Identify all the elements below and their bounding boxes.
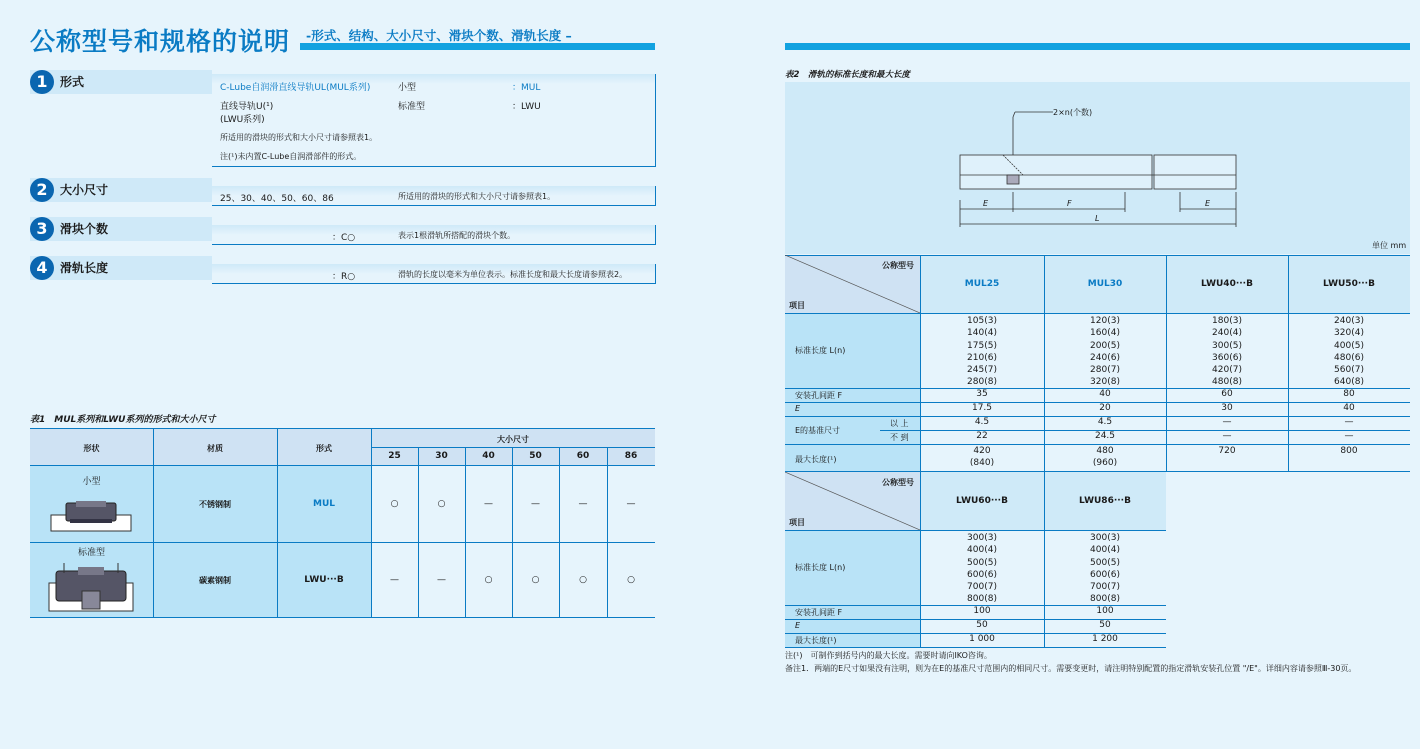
section-label-form: 形式 xyxy=(60,75,85,89)
table2-note-2: 备注1．两端的E尺寸如果没有注明，则为在E的基准尺寸范围内的相同尺寸。需要变更时，请注明特别配置的指定滑轨安装孔位置 "/E"。详细内容请参照Ⅲ-30页。 xyxy=(785,664,1357,673)
label-max: 最大长度(¹) xyxy=(795,455,837,464)
table2-unit: 单位 mm xyxy=(1372,241,1407,250)
max-lwu40: 720 xyxy=(1218,446,1236,456)
table2-group2 xyxy=(785,472,1166,648)
table1-size-col: 40 xyxy=(482,451,495,461)
label-above: 以 上 xyxy=(890,419,909,428)
model-lwu40: LWU40···B xyxy=(1201,279,1253,289)
page-subtitle: -形式、结构、大小尺寸、滑块个数、滑轨长度 – xyxy=(306,28,572,43)
max-mul30: 480 xyxy=(1096,446,1114,456)
std-length-lwu86: 300(3) 400(4) 500(5) 600(6) 700(7) 800(8) xyxy=(1090,533,1120,605)
header-bar-right xyxy=(785,43,1410,50)
section-label-size: 大小尺寸 xyxy=(60,183,109,197)
below-lwu50: — xyxy=(1344,431,1354,441)
form-note-1: 所适用的滑块的形式和大小尺寸请参照表1。 xyxy=(220,133,378,142)
std-length-mul30: 120(3) 160(4) 200(5) 240(6) 280(7) 320(8) xyxy=(1090,316,1120,388)
table2-corner-model: 公称型号 xyxy=(882,261,914,270)
label-e-ref: E的基准尺寸 xyxy=(795,426,841,435)
table1-header-material: 材质 xyxy=(207,444,223,453)
section-label-slider-count: 滑块个数 xyxy=(60,222,109,236)
form-lwu-desc: 直线导轨U(¹) xyxy=(220,102,274,112)
std-length-lwu60: 300(3) 400(4) 500(5) 600(6) 700(7) 800(8) xyxy=(967,533,997,605)
section-number-3: 3 xyxy=(30,217,54,241)
table1-row1-mark: ○ xyxy=(437,499,446,509)
section-number-4: 4 xyxy=(30,256,54,280)
section-rail-length xyxy=(30,256,212,280)
e-lwu60: 50 xyxy=(976,620,988,630)
table2-group1 xyxy=(785,255,1410,472)
table1-size-col: 60 xyxy=(576,451,590,461)
pitch-lwu60: 100 xyxy=(973,606,991,616)
e-mul25: 17.5 xyxy=(971,403,993,413)
table1-row1-mark: — xyxy=(578,499,588,509)
table1-row2-mark: — xyxy=(437,575,446,585)
model-mul25: MUL25 xyxy=(964,279,1000,289)
section-number-1: 1 xyxy=(30,70,54,94)
label-below: 不 到 xyxy=(890,433,909,442)
table1-caption: 表1 MUL系列和LWU系列的形式和大小尺寸 xyxy=(30,415,216,425)
form-lwu-series: (LWU系列) xyxy=(220,115,265,125)
max-mul25: 420 xyxy=(973,446,991,456)
form-mul-desc: C-Lube自润滑直线导轨UL(MUL系列) xyxy=(220,83,371,93)
section-size-content xyxy=(212,186,656,206)
size-values: 25、30、40、50、60、86 xyxy=(220,194,334,204)
below-mul25: 22 xyxy=(976,431,988,441)
table1-header-size: 大小尺寸 xyxy=(497,435,529,444)
std-length-lwu40: 180(3) 240(4) 300(5) 360(6) 420(7) 480(8) xyxy=(1212,316,1242,388)
table2-corner-model-2: 公称型号 xyxy=(882,478,914,487)
small-rail-illustration xyxy=(50,495,132,533)
diagram-f: F xyxy=(1067,199,1072,208)
table2-corner-item: 项目 xyxy=(789,301,805,310)
diagram-e-left: E xyxy=(983,199,989,208)
e-lwu40: 30 xyxy=(1221,403,1233,413)
below-mul30: 24.5 xyxy=(1094,431,1116,441)
rail-drawing xyxy=(785,82,1410,254)
above-lwu50: — xyxy=(1344,417,1354,427)
table1-row1-mark: ○ xyxy=(390,499,399,509)
below-lwu40: — xyxy=(1222,431,1232,441)
section-form xyxy=(30,70,212,94)
table1-row1-mark: — xyxy=(626,499,636,509)
table1-row2-mark: ○ xyxy=(531,575,540,585)
max-lwu60: 1 000 xyxy=(969,634,995,644)
above-mul30: 4.5 xyxy=(1097,417,1113,427)
pitch-lwu86: 100 xyxy=(1096,606,1114,616)
label-std-length-2: 标准长度 L(n) xyxy=(795,563,846,572)
model-lwu50: LWU50···B xyxy=(1323,279,1375,289)
form-lwu-type: 标准型 xyxy=(398,102,426,112)
section-rail-length-content xyxy=(212,264,656,284)
max-mul30-ext: (960) xyxy=(1092,458,1118,468)
form-lwu-code: ：LWU xyxy=(512,102,541,112)
std-length-lwu50: 240(3) 320(4) 400(5) 480(6) 560(7) 640(8) xyxy=(1334,316,1364,388)
std-length-mul25: 105(3) 140(4) 175(5) 210(6) 245(7) 280(8) xyxy=(967,316,997,388)
rail-diagram xyxy=(785,82,1410,254)
table1-row2-mark: — xyxy=(390,575,399,585)
table1-row2-shape: 标准型 xyxy=(77,548,105,558)
section-number-2: 2 xyxy=(30,178,54,202)
pitch-lwu40: 60 xyxy=(1221,389,1233,399)
diagram-holes-label: 2×n(个数) xyxy=(1053,108,1093,117)
diagram-e-right: E xyxy=(1205,199,1211,208)
pitch-lwu50: 80 xyxy=(1343,389,1355,399)
max-mul25-ext: (840) xyxy=(969,458,995,468)
above-lwu40: — xyxy=(1222,417,1232,427)
table1-size-col: 25 xyxy=(388,451,401,461)
slider-count-code: ：C○ xyxy=(332,233,356,243)
table1-row2-form: LWU···B xyxy=(304,575,344,585)
table1-row2-mark: ○ xyxy=(627,575,635,585)
table1-header-shape: 形状 xyxy=(83,444,100,453)
model-lwu86: LWU86···B xyxy=(1079,496,1131,506)
table1-row2-mark: ○ xyxy=(484,575,493,585)
e-mul30: 20 xyxy=(1099,403,1111,413)
section-slider-count xyxy=(30,217,212,241)
pitch-mul30: 40 xyxy=(1099,389,1111,399)
table1 xyxy=(30,428,655,618)
label-max-2: 最大长度(¹) xyxy=(795,636,837,645)
form-mul-type: 小型 xyxy=(398,83,417,93)
form-note-2: 注(¹)未内置C-Lube自润滑部件的形式。 xyxy=(220,152,362,161)
e-lwu86: 50 xyxy=(1099,620,1111,630)
table1-row2-material: 碳素钢制 xyxy=(199,576,231,585)
section-size xyxy=(30,178,212,202)
standard-rail-illustration xyxy=(48,561,134,613)
table1-row2-mark: ○ xyxy=(579,575,587,585)
header-bar-left xyxy=(300,43,655,50)
label-pitch-2: 安装孔间距 F xyxy=(795,608,843,617)
max-lwu86: 1 200 xyxy=(1092,634,1118,644)
table1-row1-mark: — xyxy=(484,499,493,509)
form-mul-code: ：MUL xyxy=(512,83,541,93)
label-pitch: 安装孔间距 F xyxy=(795,391,843,400)
table1-header-form: 形式 xyxy=(316,444,332,453)
section-label-rail-length: 滑轨长度 xyxy=(60,261,109,275)
size-note: 所适用的滑块的形式和大小尺寸请参照表1。 xyxy=(398,192,556,201)
table1-row1-material: 不锈钢制 xyxy=(199,500,231,509)
label-e: E xyxy=(795,404,801,413)
diagram-l: L xyxy=(1095,214,1100,223)
rail-length-note: 滑轨的长度以毫米为单位表示。标准长度和最大长度请参照表2。 xyxy=(398,270,628,279)
section-slider-count-content xyxy=(212,225,656,245)
table2-note-1: 注(¹) 可制作到括号内的最大长度。需要时请向IKO咨询。 xyxy=(785,651,992,660)
label-std-length: 标准长度 L(n) xyxy=(795,346,846,355)
table1-size-col: 30 xyxy=(435,451,448,461)
model-mul30: MUL30 xyxy=(1087,279,1123,289)
above-mul25: 4.5 xyxy=(974,417,990,427)
e-lwu50: 40 xyxy=(1343,403,1355,413)
table1-row1-shape: 小型 xyxy=(82,477,101,487)
page-title: 公称型号和规格的说明 xyxy=(30,27,291,56)
section-form-content xyxy=(212,74,656,167)
table1-row1-form: MUL xyxy=(313,499,335,509)
table1-size-col: 86 xyxy=(624,451,638,461)
model-lwu60: LWU60···B xyxy=(956,496,1008,506)
table1-size-col: 50 xyxy=(529,451,542,461)
table1-row1-mark: — xyxy=(531,499,540,509)
rail-length-code: ：R○ xyxy=(332,272,356,282)
max-lwu50: 800 xyxy=(1340,446,1358,456)
label-e-2: E xyxy=(795,621,801,630)
slider-count-note: 表示1根滑轨所搭配的滑块个数。 xyxy=(398,231,516,240)
table2-corner-item-2: 项目 xyxy=(789,518,805,527)
table2-caption: 表2 滑轨的标准长度和最大长度 xyxy=(785,70,910,80)
pitch-mul25: 35 xyxy=(976,389,988,399)
